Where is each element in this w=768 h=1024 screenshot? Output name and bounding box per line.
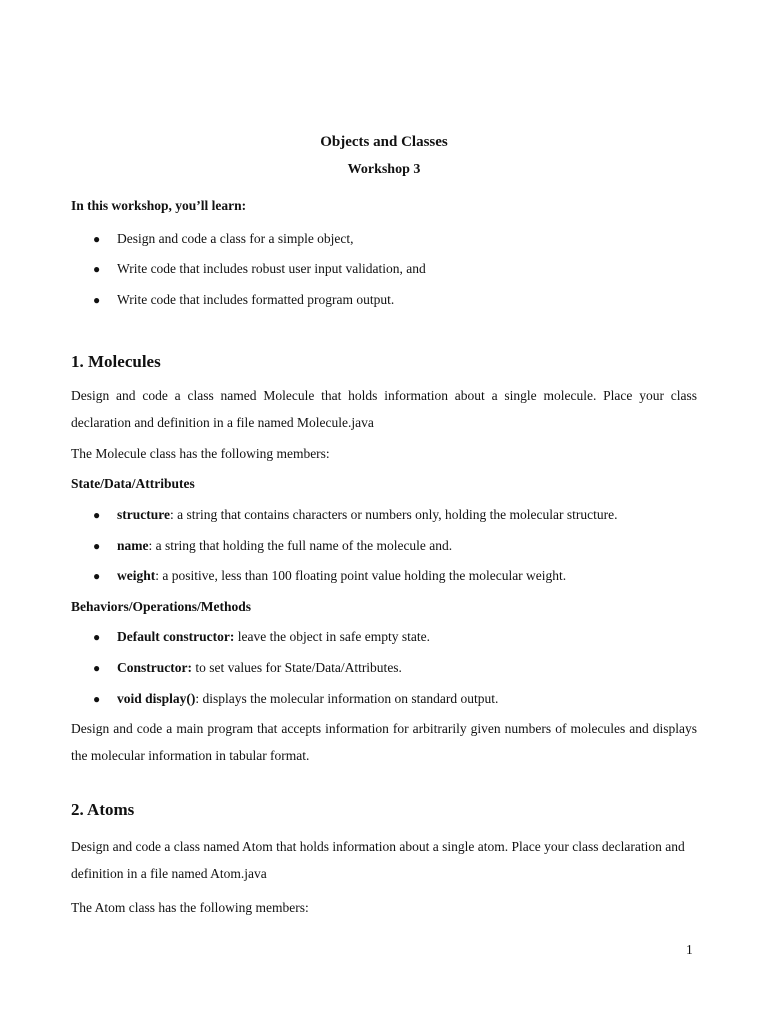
bullet-icon: ● (93, 293, 101, 307)
bullet-icon: ● (93, 539, 101, 553)
bullet-icon: ● (93, 569, 101, 583)
state-heading: State/Data/Attributes (71, 476, 195, 491)
section1-paragraph: The Molecule class has the following members: (71, 446, 330, 461)
bullet-icon: ● (93, 508, 101, 522)
behavior-heading: Behaviors/Operations/Methods (71, 599, 252, 614)
document-subtitle: Workshop 3 (347, 162, 421, 177)
document-page: Objects and Classes Workshop 3 In this workshop, you’ll learn: ● Design and code a class for a simple object, ● Write code that includes robust user input validation, and ● Write code that includes formatted program output. 1. Molecules Design and code a class named Molecule that holds information about a single molecule. Place your class declaration and definition in a file named Molecule.java The Molecule class has the following members: State/Data/Attributes ● structure: a string that contains characters or numbers only, holding the molecular structure. ● name: a string that holding the full name of the molecule and. ● weight: a positive, less than 100 floating point value holding the molecular weight. Behaviors/Operations/Methods ● Default constructor: leave the object in safe empty state. ● Constructor: to set values for State/Data/Attributes. ● void display(): displays the molecular information on standard output. Design and code a main program that accepts information for arbitrarily given numbers of molecules and displays the molecular information in tabular format. 2. Atoms Design and code a class named Atom that holds information about a single atom. Place your class declaration and definition in a file named Atom.java The Atom class has the following members: 1 (0, 0, 768, 1024)
section2-heading: 2. Atoms (71, 800, 135, 819)
bullet-icon: ● (93, 262, 101, 276)
section2-paragraph: Design and code a class named Atom that holds information about a single atom. Place your class declaration and definition in a file named Atom.java (71, 839, 685, 881)
section1-paragraph: Design and code a main program that accepts information for arbitrarily given numbers of molecules and displays the molecular information in tabular format. (71, 721, 697, 763)
section1-heading: 1. Molecules (71, 352, 161, 371)
section1-paragraph: Design and code a class named Molecule that holds information about a single molecule. Place your class declaration and definition in a file named Molecule.java (71, 388, 697, 430)
section2-paragraph: The Atom class has the following members: (71, 900, 309, 915)
bullet-icon: ● (93, 661, 101, 675)
page-number: 1 (686, 942, 693, 957)
bullet-icon: ● (93, 692, 101, 706)
document-title: Objects and Classes (320, 134, 448, 150)
bullet-icon: ● (93, 630, 101, 644)
bullet-icon: ● (93, 232, 101, 246)
intro-heading: In this workshop, you’ll learn: (71, 198, 247, 213)
